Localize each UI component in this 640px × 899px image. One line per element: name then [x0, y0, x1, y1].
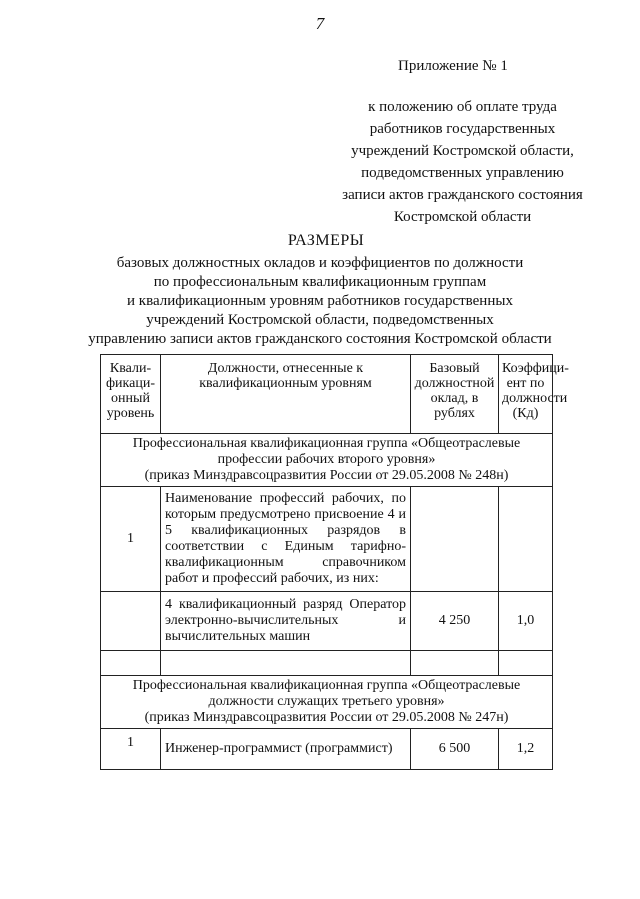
document-subheading — [70, 254, 570, 349]
cell-salary — [411, 651, 499, 676]
cell-coefficient: 1,0 — [499, 592, 553, 651]
subheading-line: и квалификационным уровням работников государственных — [127, 293, 513, 309]
cell-position — [161, 651, 411, 676]
cell-position: 4 квалификационный разряд Оператор электронно-вычислительных и вычислительных машин — [161, 592, 411, 651]
cell-coefficient — [499, 487, 553, 592]
group-row — [101, 434, 553, 487]
group-title-cell — [101, 676, 553, 729]
cell-position: Наименование профессий рабочих, по которым предусмотрено присвоение 4 и 5 квалификационных разрядов в соответствии с Единым тарифно-квалификационным справочником работ и профессий рабочих, из них: — [161, 487, 411, 592]
cell-salary: 6 500 — [411, 729, 499, 770]
group-order: (приказ Минздравсоцразвития России от 29.05.2008 № 247н) — [144, 710, 509, 725]
appendix-line: подведомственных управлению — [361, 165, 564, 181]
cell-position: Инженер-программист (программист) — [161, 729, 411, 770]
appendix-line: записи актов гражданского состояния — [342, 187, 583, 203]
table-header-row — [101, 355, 553, 434]
table-row — [101, 729, 553, 770]
appendix-line: работников государственных — [369, 121, 556, 137]
cell-coefficient — [499, 651, 553, 676]
header-text: Должности, отнесенные к квалификационным уровням — [199, 361, 372, 391]
appendix-text — [300, 96, 625, 228]
cell-level: 1 — [101, 729, 161, 770]
appendix-line: к положению об оплате труда — [368, 99, 557, 115]
group-title: Профессиональная квалификационная группа «Общеотраслевые профессии рабочих второго уровня» — [132, 436, 521, 467]
subheading-line: базовых должностных окладов и коэффициентов по должности — [116, 255, 524, 271]
header-salary — [411, 355, 499, 434]
header-text: Базовый должностной оклад, в рублях — [414, 361, 495, 421]
subheading-line: управлению записи актов гражданского состояния Костромской области — [88, 331, 552, 347]
group-row — [101, 676, 553, 729]
cell-level: 1 — [101, 487, 161, 592]
header-coefficient — [499, 355, 569, 434]
group-order: (приказ Минздравсоцразвития России от 29.05.2008 № 248н) — [144, 468, 509, 483]
cell-level — [101, 592, 161, 651]
appendix-line: учреждений Костромской области, — [351, 143, 574, 159]
cell-level — [101, 651, 161, 676]
cell-salary — [411, 487, 499, 592]
header-level — [101, 355, 161, 434]
appendix-title: Приложение № 1 — [398, 58, 508, 74]
appendix-line: Костромской области — [393, 209, 532, 225]
group-title-cell — [101, 434, 553, 487]
table-row — [101, 651, 553, 676]
subheading-line: учреждений Костромской области, подведомственных — [146, 312, 494, 328]
header-position — [161, 355, 411, 434]
header-text: Коэффици- ент по должности (Кд) — [502, 361, 569, 421]
subheading-line: по профессиональным квалификационным группам — [153, 274, 487, 290]
header-text: Квали- фикаци- онный уровень — [105, 361, 155, 421]
document-heading: РАЗМЕРЫ — [287, 232, 365, 249]
group-title: Профессиональная квалификационная группа «Общеотраслевые должности служащих третьего уровня» — [132, 678, 521, 709]
cell-salary: 4 250 — [411, 592, 499, 651]
page-number: 7 — [315, 14, 325, 33]
cell-coefficient: 1,2 — [499, 729, 553, 770]
table-row — [101, 592, 553, 651]
salary-table — [100, 354, 569, 770]
table-row — [101, 487, 553, 592]
